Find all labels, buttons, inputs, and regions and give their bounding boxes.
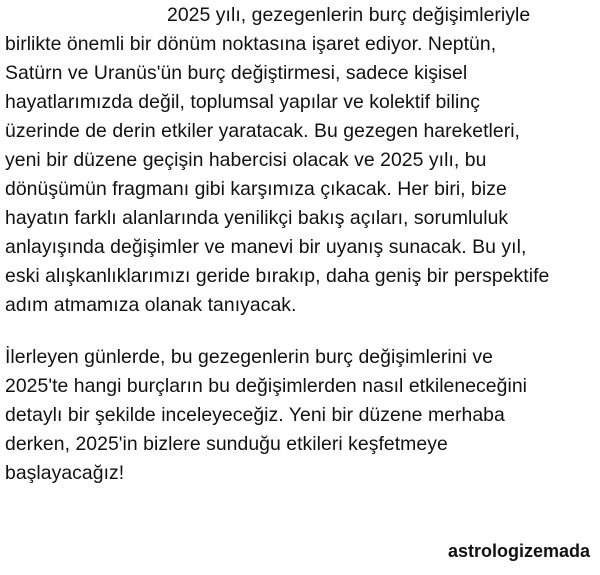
text-line: 2025 yılı, gezegenlerin burç değişimleriyle bbox=[167, 4, 531, 26]
text-line: anlayışında değişimler ve manevi bir uyanış sunacak. Bu yıl, bbox=[5, 236, 527, 258]
text-line: dönüşümün fragmanı gibi karşımıza çıkacak. Her biri, bize bbox=[5, 178, 507, 200]
text-line: Satürn ve Uranüs'ün burç değiştirmesi, sadece kişisel bbox=[5, 62, 468, 84]
paragraph-outro bbox=[5, 343, 599, 488]
paragraph-intro bbox=[5, 1, 599, 320]
text-line: yeni bir düzene geçişin habercisi olacak ve 2025 yılı, bu bbox=[5, 149, 487, 171]
text-line: İlerleyen günlerde, bu gezegenlerin burç değişimlerini ve bbox=[5, 346, 493, 368]
text-line: hayatlarımızda değil, toplumsal yapılar ve kolektif bilinç bbox=[5, 91, 480, 113]
text-line: hayatın farklı alanlarında yenilikçi bakış açıları, sorumluluk bbox=[5, 207, 509, 229]
author-signature: astrologizemada bbox=[447, 541, 590, 561]
paragraph-gap bbox=[5, 320, 599, 343]
text-line: birlikte önemli bir dönüm noktasına işaret ediyor. Neptün, bbox=[5, 33, 497, 55]
post-text-block bbox=[5, 0, 599, 488]
text-line: eski alışkanlıklarımızı geride bırakıp, daha geniş bir perspektife bbox=[5, 265, 550, 287]
text-line: adım atmamıza olanak tanıyacak. bbox=[5, 294, 297, 316]
text-line: derken, 2025'in bizlere sunduğu etkileri keşfetmeye bbox=[5, 433, 448, 455]
text-line: üzerinde de derin etkiler yaratacak. Bu gezegen hareketleri, bbox=[5, 120, 520, 142]
text-line: detaylı bir şekilde inceleyeceğiz. Yeni bir düzene merhaba bbox=[5, 404, 505, 426]
text-line: 2025'te hangi burçların bu değişimlerden nasıl etkileneceğini bbox=[5, 375, 528, 397]
text-line: başlayacağız! bbox=[5, 462, 125, 484]
